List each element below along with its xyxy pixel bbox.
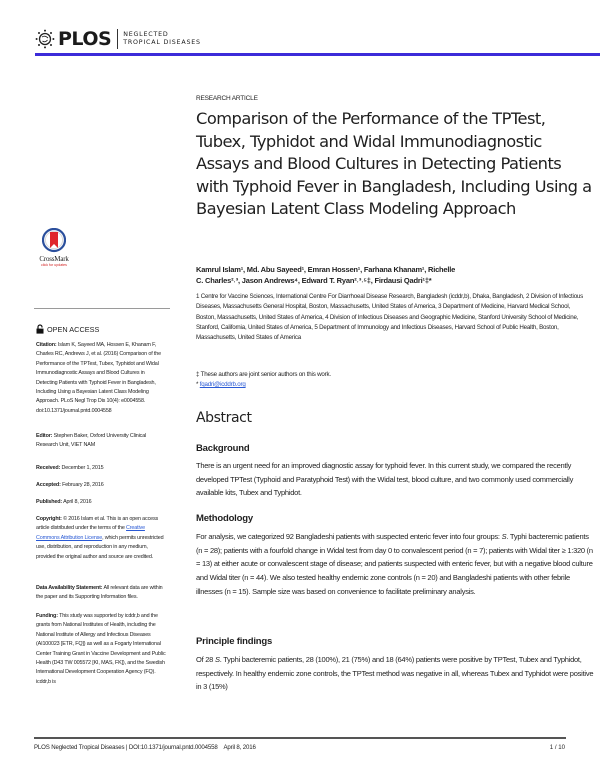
data-availability-block <box>36 584 166 603</box>
page-number: 1 / 10 <box>549 744 565 751</box>
authors-line-1: Kamrul Islam¹, Md. Abu Sayeed¹, Emran Hossen¹, Farhana Khanam¹, Richelle <box>196 265 456 274</box>
published-block <box>36 498 166 507</box>
published-date: April 8, 2016 <box>62 499 92 505</box>
authors-line-2: C. Charles²˒³, Jason Andrews⁴, Edward T. Ryan²˒³˒⁵‡, Firdausi Qadri¹‡* <box>196 276 432 285</box>
journal-header <box>35 26 201 52</box>
background-heading: Background <box>196 443 250 454</box>
funding-block <box>36 612 166 687</box>
abstract-heading: Abstract <box>196 410 252 426</box>
funding-label: Funding: <box>36 613 58 619</box>
crossmark-label: CrossMark <box>39 255 69 263</box>
accepted-block <box>36 481 166 490</box>
plos-globe-icon <box>35 29 55 49</box>
species-italic: S <box>501 532 507 541</box>
accepted-date: February 28, 2016 <box>60 482 104 488</box>
footer-citation: PLOS Neglected Tropical Diseases | DOI:10.1371/journal.pntd.0004558 April 8, 2016 <box>34 744 256 751</box>
crossmark-badge[interactable] <box>34 228 74 267</box>
methodology-text-b: . Typhi bacteremic patients (n = 28); patients with a fourfold change in Widal test from day 0 to convalescent period (n = 7); patients with Widal titer ≥ 1:320 (n = 13) at either acute or convalescent stage of disease; and patients suspected with enteric fever, but with a negative blood culture and Widal titer (n = 44). We also tested healthy endemic zone controls (n = 20) and Bangladeshi patients with other febrile illnesses (n = 15). Sample size was based on convenience to facilitate preliminary analysis. <box>196 532 593 596</box>
species-italic: S <box>214 655 220 664</box>
background-text: There is an urgent need for an improved diagnostic assay for typhoid fever. In this current study, we compared the recently developed TPTest (Typhoid and Paratyphoid Test) with the Widal test, blood culture, and two commonly used commercially available kits, Tubex and Typhidot. <box>196 461 574 498</box>
plos-logo-text: PLOS <box>58 27 112 50</box>
methodology-text <box>196 530 596 599</box>
citation-label: Citation: <box>36 342 57 348</box>
citation-block <box>36 341 166 416</box>
copyright-text-pre: © 2016 Islam et al. This is an open access article distributed under the terms of the <box>36 516 159 532</box>
joint-authors-note: ‡ These authors are joint senior authors on this work. <box>196 371 331 378</box>
data-availability-label: Data Availability Statement: <box>36 585 103 591</box>
principle-findings-text <box>196 653 596 694</box>
open-lock-icon <box>36 324 44 334</box>
findings-text-b: . Typhi bacteremic patients, 28 (100%), 21 (75%) and 18 (64%) patients were positive by TPTest, Tubex and Typhidot, respectively. In healthy endemic zone controls, the TPTest method was negative in all, whereas Tubex and Typhidot were positive in 3 (15%) <box>196 655 594 692</box>
received-block <box>36 464 166 473</box>
principle-findings-heading: Principle findings <box>196 636 273 647</box>
corresponding-email-link[interactable]: fqadri@icddrb.org <box>199 381 246 388</box>
accepted-label: Accepted: <box>36 482 61 488</box>
received-label: Received: <box>36 465 61 471</box>
published-label: Published: <box>36 499 63 505</box>
journal-name-line1: NEGLECTED <box>123 31 169 38</box>
methodology-text-a: For analysis, we categorized 92 Bangladeshi patients with suspected enteric fever into four groups: <box>196 532 502 541</box>
article-type: RESEARCH ARTICLE <box>196 95 258 102</box>
affiliations: 1 Centre for Vaccine Sciences, International Centre For Diarrhoeal Disease Research, Bangladesh (icddr,b), Dhaka, Bangladesh, 2 Division of Infectious Diseases, Massachusetts General Hospital, Boston, Massachusetts, United States of America, 3 Department of Medicine, Harvard Medical School, Boston, Massachusetts, United States of America, 4 Division of Infectious Diseases and Geographic Medicine, Stanford University School of Medicine, Stanford, California, United States of America, 5 Department of Immunology and Infectious Diseases, Harvard School of Public Health, Boston, Massachusetts, United States of America <box>196 293 584 342</box>
open-access-label: OPEN ACCESS <box>47 324 100 334</box>
author-list <box>196 264 596 286</box>
editor-label: Editor: <box>36 433 53 439</box>
methodology-heading: Methodology <box>196 513 253 524</box>
data-availability-text: All relevant data are within the paper and its Supporting Information files. <box>36 585 163 601</box>
copyright-label: Copyright: <box>36 516 62 522</box>
open-access-badge <box>36 324 99 334</box>
findings-text-a: Of 28 <box>196 655 215 664</box>
footer-rule <box>34 737 566 739</box>
asterisk: * <box>196 381 200 388</box>
crossmark-icon <box>42 228 66 254</box>
logo-divider <box>117 29 118 49</box>
funding-text: This study was supported by icddr,b and the grants from National Institutes of Health, including the National Institute of Allergy and Infectious Diseases (AI100023 [ETR, FQ]) as well as a Fogarty International Center Training Grant in Vaccine Development and Public Health (D43 TW 005572 [KI, MAS, FK]), and the Swedish International Development Cooperation Agency (FQ). icddr,b is <box>36 613 166 685</box>
corresponding-author <box>196 380 596 390</box>
author-notes <box>196 370 596 390</box>
citation-text: Islam K, Sayeed MA, Hossen E, Khanam F, Charles RC, Andrews J, et al. (2016) Comparison of the Performance of the TPTest, Tubex, Typhidot and Widal Immunodiagnostic Assays and Blood Cultures in Detecting Patients with Typhoid Fever in Bangladesh, Including Using a Bayesian Latent Class Modeling Approach. PLoS Negl Trop Dis 10(4): e0004558. doi:10.1371/journal.pntd.0004558 <box>36 342 161 414</box>
journal-name-line2: TROPICAL DISEASES <box>123 39 201 46</box>
crossmark-sub: click for updates <box>41 263 67 267</box>
article-title: Comparison of the Performance of the TPTest, Tubex, Typhidot and Widal Immunodiagnostic Assays and Blood Cultures in Detecting Patients with Typhoid Fever in Bangladesh, Including Using a Bayesian Latent Class Modeling Approach <box>196 109 592 219</box>
editor-text: Stephen Baker, Oxford University Clinical Research Unit, VIET NAM <box>36 433 147 449</box>
header-rule <box>35 53 600 56</box>
copyright-block <box>36 515 166 562</box>
cc-license-link[interactable]: Creative Commons Attribution License <box>36 525 145 541</box>
copyright-text-post: , which permits unrestricted use, distribution, and reproduction in any medium, provided the original author and source are credited. <box>36 534 164 560</box>
received-date: December 1, 2015 <box>60 465 104 471</box>
editor-block <box>36 432 166 451</box>
sidebar-rule <box>34 308 170 309</box>
journal-name <box>123 31 201 47</box>
